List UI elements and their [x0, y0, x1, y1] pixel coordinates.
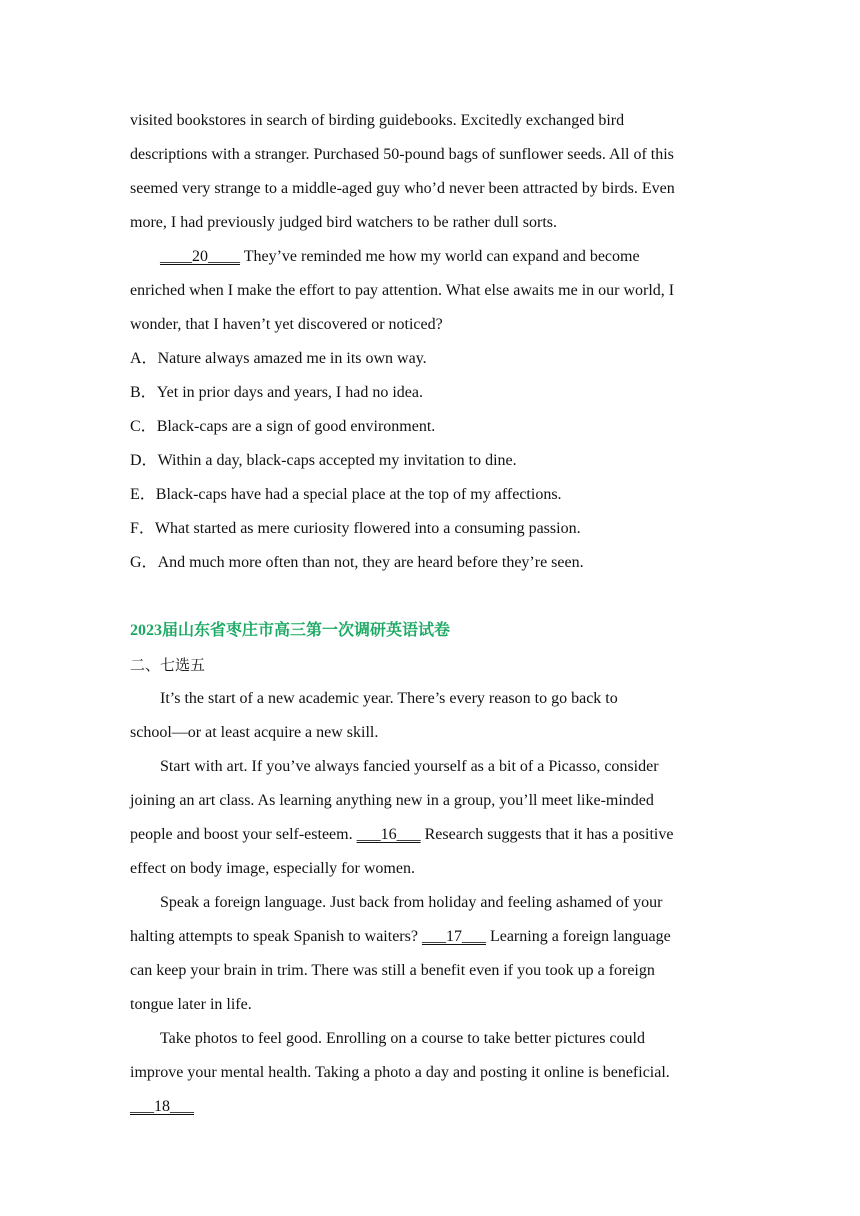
option-f	[130, 512, 730, 546]
option-letter: G．	[130, 554, 158, 571]
blank-20: ____20____	[160, 248, 240, 265]
document-page	[130, 104, 730, 1124]
passage-line: seemed very strange to a middle-aged guy who’d never been attracted by birds. Even	[130, 180, 675, 197]
passage-line: visited bookstores in search of birding guidebooks. Excitedly exchanged bird	[130, 112, 625, 129]
passage-line: tongue later in life.	[130, 996, 252, 1013]
passage-line: Take photos to feel good. Enrolling on a course to take better pictures could	[160, 1030, 645, 1047]
passage-line	[130, 920, 730, 954]
option-letter: C．	[130, 418, 157, 435]
passage-line	[130, 240, 730, 274]
passage-line: It’s the start of a new academic year. There’s every reason to go back to	[160, 690, 618, 707]
passage-text: people and boost your self-esteem.	[130, 826, 357, 843]
passage-line: enriched when I make the effort to pay attention. What else awaits me in our world, I	[130, 282, 675, 299]
option-text: Nature always amazed me in its own way.	[157, 350, 427, 367]
option-text: Black-caps have had a special place at the top of my affections.	[155, 486, 562, 503]
option-letter: D．	[130, 452, 158, 469]
passage-line: wonder, that I haven’t yet discovered or noticed?	[130, 316, 443, 333]
exam-title: 2023届山东省枣庄市高三第一次调研英语试卷	[130, 622, 451, 639]
option-text: What started as mere curiosity flowered into a consuming passion.	[154, 520, 581, 537]
option-g	[130, 546, 730, 580]
option-e	[130, 478, 730, 512]
blank-16: ___16___	[356, 826, 421, 843]
option-text: Within a day, black-caps accepted my invitation to dine.	[157, 452, 517, 469]
option-letter: E．	[130, 486, 156, 503]
passage-line: effect on body image, especially for women.	[130, 860, 415, 877]
passage-line: school—or at least acquire a new skill.	[130, 724, 379, 741]
option-a	[130, 342, 730, 376]
blank-18: ___18___	[130, 1098, 194, 1115]
option-letter: F．	[130, 520, 155, 537]
passage-line: Speak a foreign language. Just back from holiday and feeling ashamed of your	[160, 894, 663, 911]
passage-text: They’ve reminded me how my world can expand and become	[240, 248, 640, 265]
passage-text: Research suggests that it has a positive	[420, 826, 674, 843]
option-c	[130, 410, 730, 444]
section-heading: 二、七选五	[130, 656, 206, 674]
passage-line: Start with art. If you’ve always fancied yourself as a bit of a Picasso, consider	[160, 758, 659, 775]
passage-line: joining an art class. As learning anything new in a group, you’ll meet like-minded	[130, 792, 654, 809]
passage-line: descriptions with a stranger. Purchased 50-pound bags of sunflower seeds. All of this	[130, 146, 674, 163]
passage-text: Learning a foreign language	[485, 928, 671, 945]
passage-line	[130, 1090, 730, 1124]
option-text: Yet in prior days and years, I had no idea.	[156, 384, 423, 401]
passage-line: improve your mental health. Taking a photo a day and posting it online is beneficial.	[130, 1064, 670, 1081]
option-letter: B．	[130, 384, 157, 401]
option-letter: A．	[130, 350, 158, 367]
option-text: Black-caps are a sign of good environment.	[156, 418, 436, 435]
passage-text: halting attempts to speak Spanish to waiters?	[130, 928, 422, 945]
option-text: And much more often than not, they are heard before they’re seen.	[157, 554, 584, 571]
passage-line: can keep your brain in trim. There was still a benefit even if you took up a foreign	[130, 962, 655, 979]
passage-line	[130, 818, 730, 852]
blank-17: ___17___	[421, 928, 486, 945]
option-d	[130, 444, 730, 478]
passage-line: more, I had previously judged bird watchers to be rather dull sorts.	[130, 214, 557, 231]
option-b	[130, 376, 730, 410]
